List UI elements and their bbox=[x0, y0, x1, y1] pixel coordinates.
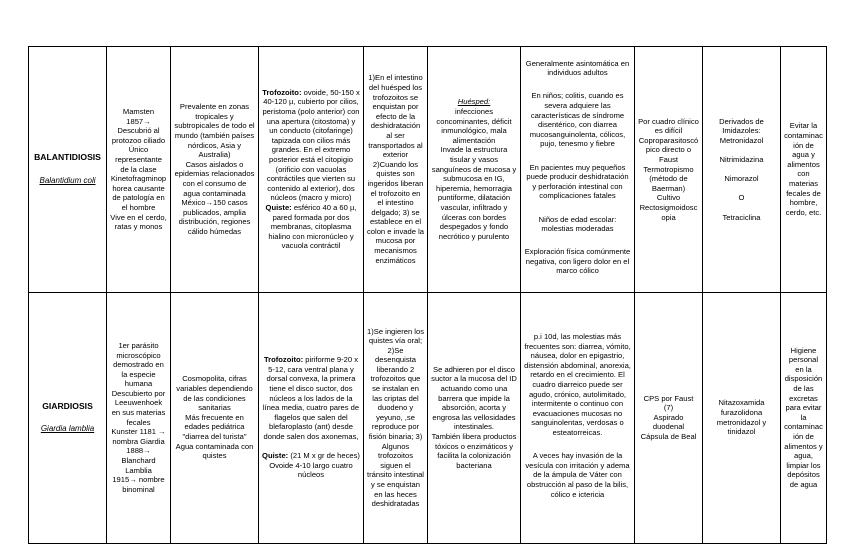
disease-cell bbox=[29, 292, 107, 543]
host-label: Huésped: bbox=[457, 97, 491, 107]
trofozoito-label: Trofozoito: bbox=[262, 87, 302, 97]
history-cell: Mamsten 1857→ Descubrió al protozoo ciliado Único representante de la clase Kinetofragminophorea causante de patología en el hombre Vive en el cerdo, ratas y monos bbox=[107, 47, 171, 293]
parasitosis-table bbox=[28, 46, 827, 544]
trofozoito-text: ovoide, 50-150 x 40-120 µ, cubierto por cilios, peristoma (polo anterior) con una apertura (citostoma) y un conducto (citofaringe) tapizada con cilios más grandes. En el extremo posterior está el citopigio (orificio con vacuolas contráctiles que vierten su contenido al exterior), dos núcleos (macro y micro) bbox=[262, 87, 360, 203]
diagnosis-cell: Por cuadro clínico es difícil Coproparasitoscópico directo o Faust Termotropismo (método de Baerman) Cultivo Rectosigmoidoscopia bbox=[635, 47, 703, 293]
quiste-label: Quiste: bbox=[265, 202, 292, 212]
epidemiology-cell: Cosmopolita, cifras variables dependiendo de las condiciones sanitarias Más frecuente en edades pediátrica "diarrea del turista" Agua contaminada con quistes bbox=[171, 292, 259, 543]
trofozoito-label: Trofozoito: bbox=[263, 355, 304, 365]
clinical-paragraph: En niños; colitis, cuando es severa adquiere las características de síndrome disentérico, con diarrea mucosanguinolenta, cólicos, pujo, tenesmo y fiebre bbox=[529, 91, 626, 149]
treatment-cell: Nitazoxamida furazolidona metronidazol y tinidazol bbox=[703, 292, 781, 543]
epidemiology-cell: Prevalente en zonas tropicales y subtropicales de todo el mundo (también países nórdicos, Asia y Australia) Casos aislados o epidemias relacionados con el consumo de agua contaminada México→150 casos publicados, amplia distribución, regiones cálido húmedas bbox=[171, 47, 259, 293]
morphology-cell bbox=[259, 47, 364, 293]
clinical-paragraph: p.i 10d, las molestias más frecuentes son: diarrea, vómito, náusea, dolor en epigastrio, distensión abdominal, anorexia, retardo en el crecimiento. El cuadro diarreico puede ser agudo, crónico, autolimitado, intermitente o continuo con evacuaciones mucosas no sanguinolentas, verdosas o esteatorreicas. bbox=[524, 332, 631, 438]
table-row bbox=[29, 47, 827, 293]
clinical-paragraph: Generalmente asintomática en individuos adultos bbox=[525, 58, 630, 78]
clinical-paragraph: Exploración física comúnmente negativa, con ligero dolor en el marco cólico bbox=[524, 247, 631, 276]
clinical-cell bbox=[521, 292, 635, 543]
morphology-cell bbox=[259, 292, 364, 543]
clinical-paragraph: En pacientes muy pequeños puede producir deshidratación y perforación intestinal con complicaciones fatales bbox=[526, 162, 629, 201]
clinical-paragraph: A veces hay invasión de la vesícula con irritación y adema de la ámpula de Váter con obstrucción al paso de la bilis, cólico e ictericia bbox=[525, 451, 630, 499]
pathogenesis-cell bbox=[428, 292, 521, 543]
pathogenesis-cell bbox=[428, 47, 521, 293]
diagnosis-cell: CPS por Faust (7) Aspirado duodenal Cápsula de Beal bbox=[635, 292, 703, 543]
quiste-label: Quiste: bbox=[262, 451, 289, 461]
treatment-cell: Derivados de Imidazoles: Metronidazol Nitrimidazina Nimorazol O Tetraciclina bbox=[703, 47, 781, 293]
scientific-name: Balantidium coli bbox=[39, 175, 96, 185]
table-row bbox=[29, 292, 827, 543]
scientific-name: Giardia lamblia bbox=[40, 423, 95, 433]
life-cycle-cell: 1)En el intestino del huésped los trofozoitos se enquistan por efecto de la deshidratación al ser transportados al exterior 2)Cuando los quistes son ingeridos liberan el trofozoito en el intestino delgado; 3) se establece en el colon e invade la mucosa por mecanismos enzimáticos bbox=[364, 47, 428, 293]
disease-name: GIARDIOSIS bbox=[42, 400, 93, 411]
clinical-paragraph: Niños de edad escolar: molestias moderadas bbox=[538, 214, 617, 234]
trofozoito-text: piriforme 9-20 x 5-12, cara ventral plana y dorsal convexa, la primera tiene el disco suctor, dos núcleos a los lados de la línea media, cuatro pares de flagelos que salen del blefaroplasto (ant) desde donde salen dos axonemas, bbox=[262, 355, 360, 442]
clinical-cell bbox=[521, 47, 635, 293]
disease-cell bbox=[29, 47, 107, 293]
prevention-cell: Evitar la contaminación de agua y alimentos con materias fecales de hombre, cerdo, etc. bbox=[781, 47, 827, 293]
history-cell: 1er parásito microscópico demostrado en la especie humana Descubierto por Leeuwenhoek en sus materias fecales Kunster 1181 → nombra Giardia 1888→ Blanchard Lamblia 1915→ nombre binominal bbox=[107, 292, 171, 543]
pathogenesis-text: infecciones concominantes, déficit inmunológico, mala alimentación Invade la estructura tisular y vasos sanguíneos de mucosa y submucosa en IG, hiperemia, hemorragia puntiforme, dilatación vascular, infiltrado y úlceras con bordes despegados y fondo necrótico y purulento bbox=[431, 106, 517, 241]
disease-name: BALANTIDIOSIS bbox=[34, 152, 101, 163]
prevention-cell: Higiene personal en la disposición de las excretas para evitar la contaminación de alimentos y agua, limpiar los depósitos de agua bbox=[781, 292, 827, 543]
quiste-text: (21 M x gr de heces) Ovoide 4-10 largo cuatro núcleos bbox=[269, 451, 360, 480]
pathogenesis-text: Se adhieren por el disco suctor a la mucosa del ID actuando como una barrera que impide la absorción, acorta y engrosa las vellosidades intestinales. También libera productos tóxicos o enzimáticos y facilita la colonización bacteriana bbox=[431, 364, 517, 470]
life-cycle-cell: 1)Se ingieren los quistes vía oral; 2)Se desenquista liberando 2 trofozoitos que se instalan en las criptas del duodeno y yeyuno, ,se reproduce por fisión binaria; 3) Algunos trofozoitos siguen el tránsito intestinal y se enquistan en las heces deshidratadas bbox=[364, 292, 428, 543]
quiste-text: esférico 40 a 60 µ, pared formada por dos membranas, citoplasma hialino con micronúcleo y vacuola contráctil bbox=[268, 202, 357, 251]
